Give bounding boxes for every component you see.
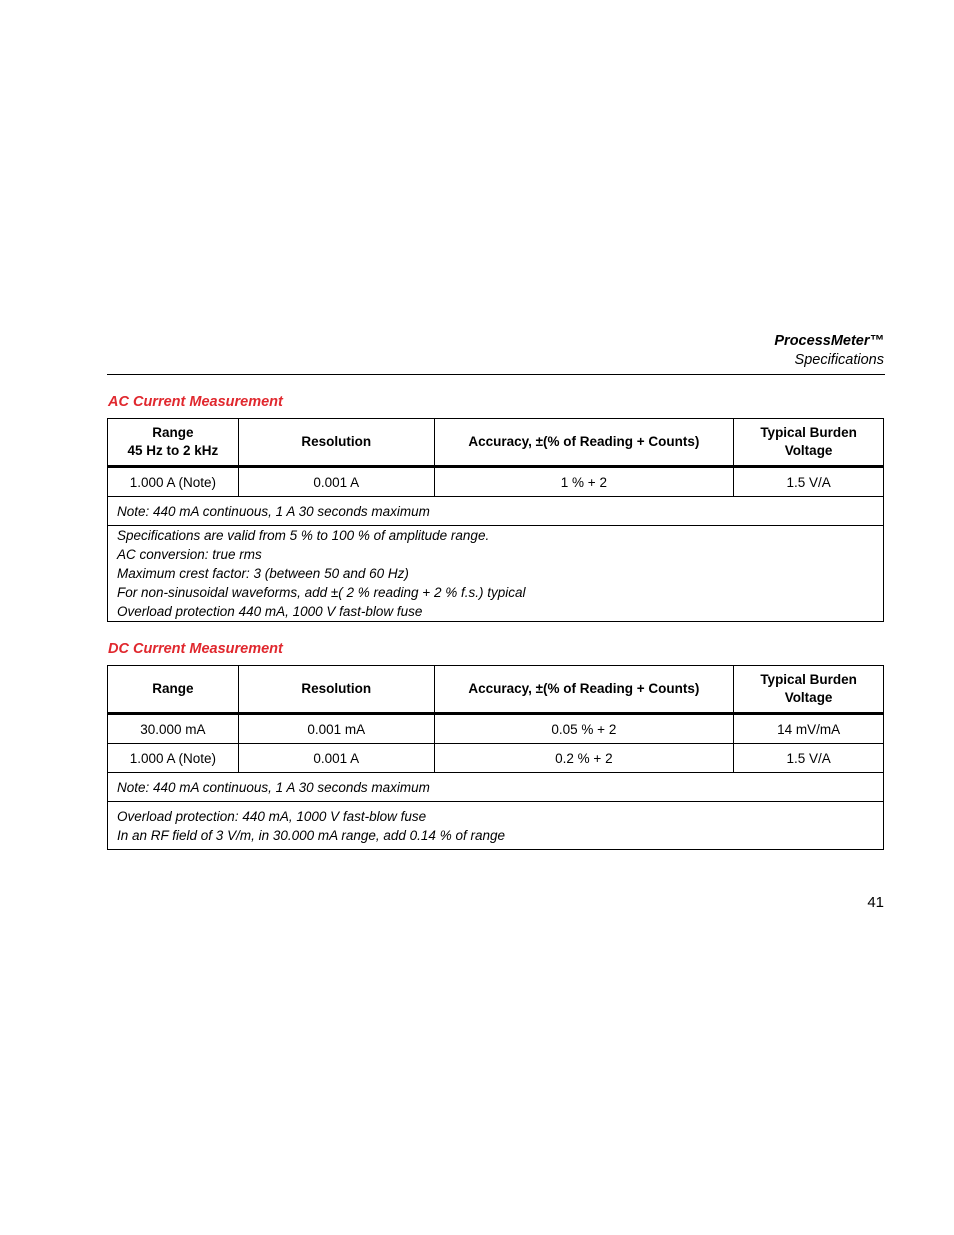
burden-header-line1: Typical Burden <box>760 672 857 687</box>
dc-section-title: DC Current Measurement <box>108 641 283 657</box>
ac-section-title: AC Current Measurement <box>108 394 283 410</box>
cell-resolution: 0.001 mA <box>238 714 434 744</box>
burden-header <box>734 419 884 467</box>
range-header <box>108 419 239 467</box>
header-section: Specifications <box>794 352 884 368</box>
footnote-cell <box>108 802 884 850</box>
cell-burden: 14 mV/mA <box>734 714 884 744</box>
footnote-line: Specifications are valid from 5 % to 100 % of amplitude range. <box>117 528 490 543</box>
accuracy-header: Accuracy, ±(% of Reading + Counts) <box>434 666 734 714</box>
dc-spec-table <box>107 665 884 850</box>
table-row <box>108 714 884 744</box>
footnote-line: For non-sinusoidal waveforms, add ±( 2 % reading + 2 % f.s.) typical <box>117 585 526 600</box>
header-rule <box>107 374 885 375</box>
range-header: Range <box>108 666 239 714</box>
resolution-header: Resolution <box>238 666 434 714</box>
range-header-line2: 45 Hz to 2 kHz <box>127 443 219 458</box>
cell-resolution: 0.001 A <box>238 467 434 497</box>
footnote-line: AC conversion: true rms <box>117 547 262 562</box>
burden-header-line2: Voltage <box>784 443 833 458</box>
note-row <box>108 773 884 802</box>
footnote-line: In an RF field of 3 V/m, in 30.000 mA range, add 0.14 % of range <box>117 827 505 843</box>
footnote-line: Maximum crest factor: 3 (between 50 and 60 Hz) <box>117 566 409 581</box>
cell-resolution: 0.001 A <box>238 744 434 773</box>
page-number: 41 <box>867 894 884 911</box>
header-product: ProcessMeter™ <box>774 333 884 349</box>
table-header-row <box>108 666 884 714</box>
accuracy-header: Accuracy, ±(% of Reading + Counts) <box>434 419 734 467</box>
burden-header-line2: Voltage <box>784 690 833 705</box>
cell-range: 30.000 mA <box>108 714 239 744</box>
cell-range: 1.000 A (Note) <box>108 467 239 497</box>
burden-header <box>734 666 884 714</box>
cell-burden: 1.5 V/A <box>734 467 884 497</box>
cell-accuracy: 0.05 % + 2 <box>434 714 734 744</box>
table-row <box>108 744 884 773</box>
resolution-header: Resolution <box>238 419 434 467</box>
table-row <box>108 467 884 497</box>
footnote-row <box>108 526 884 622</box>
table-header-row <box>108 419 884 467</box>
cell-accuracy: 1 % + 2 <box>434 467 734 497</box>
burden-header-line1: Typical Burden <box>760 425 857 440</box>
cell-range: 1.000 A (Note) <box>108 744 239 773</box>
footnote-line: Overload protection 440 mA, 1000 V fast-blow fuse <box>117 604 423 619</box>
footnote-line: Overload protection: 440 mA, 1000 V fast-blow fuse <box>117 808 427 824</box>
ac-spec-table <box>107 418 884 622</box>
cell-accuracy: 0.2 % + 2 <box>434 744 734 773</box>
running-header <box>774 332 884 370</box>
note-row <box>108 497 884 526</box>
note-text: Note: 440 mA continuous, 1 A 30 seconds maximum <box>108 497 884 526</box>
range-header-line1: Range <box>152 425 194 440</box>
cell-burden: 1.5 V/A <box>734 744 884 773</box>
note-text: Note: 440 mA continuous, 1 A 30 seconds maximum <box>108 773 884 802</box>
footnote-cell <box>108 526 884 622</box>
footnote-row <box>108 802 884 850</box>
